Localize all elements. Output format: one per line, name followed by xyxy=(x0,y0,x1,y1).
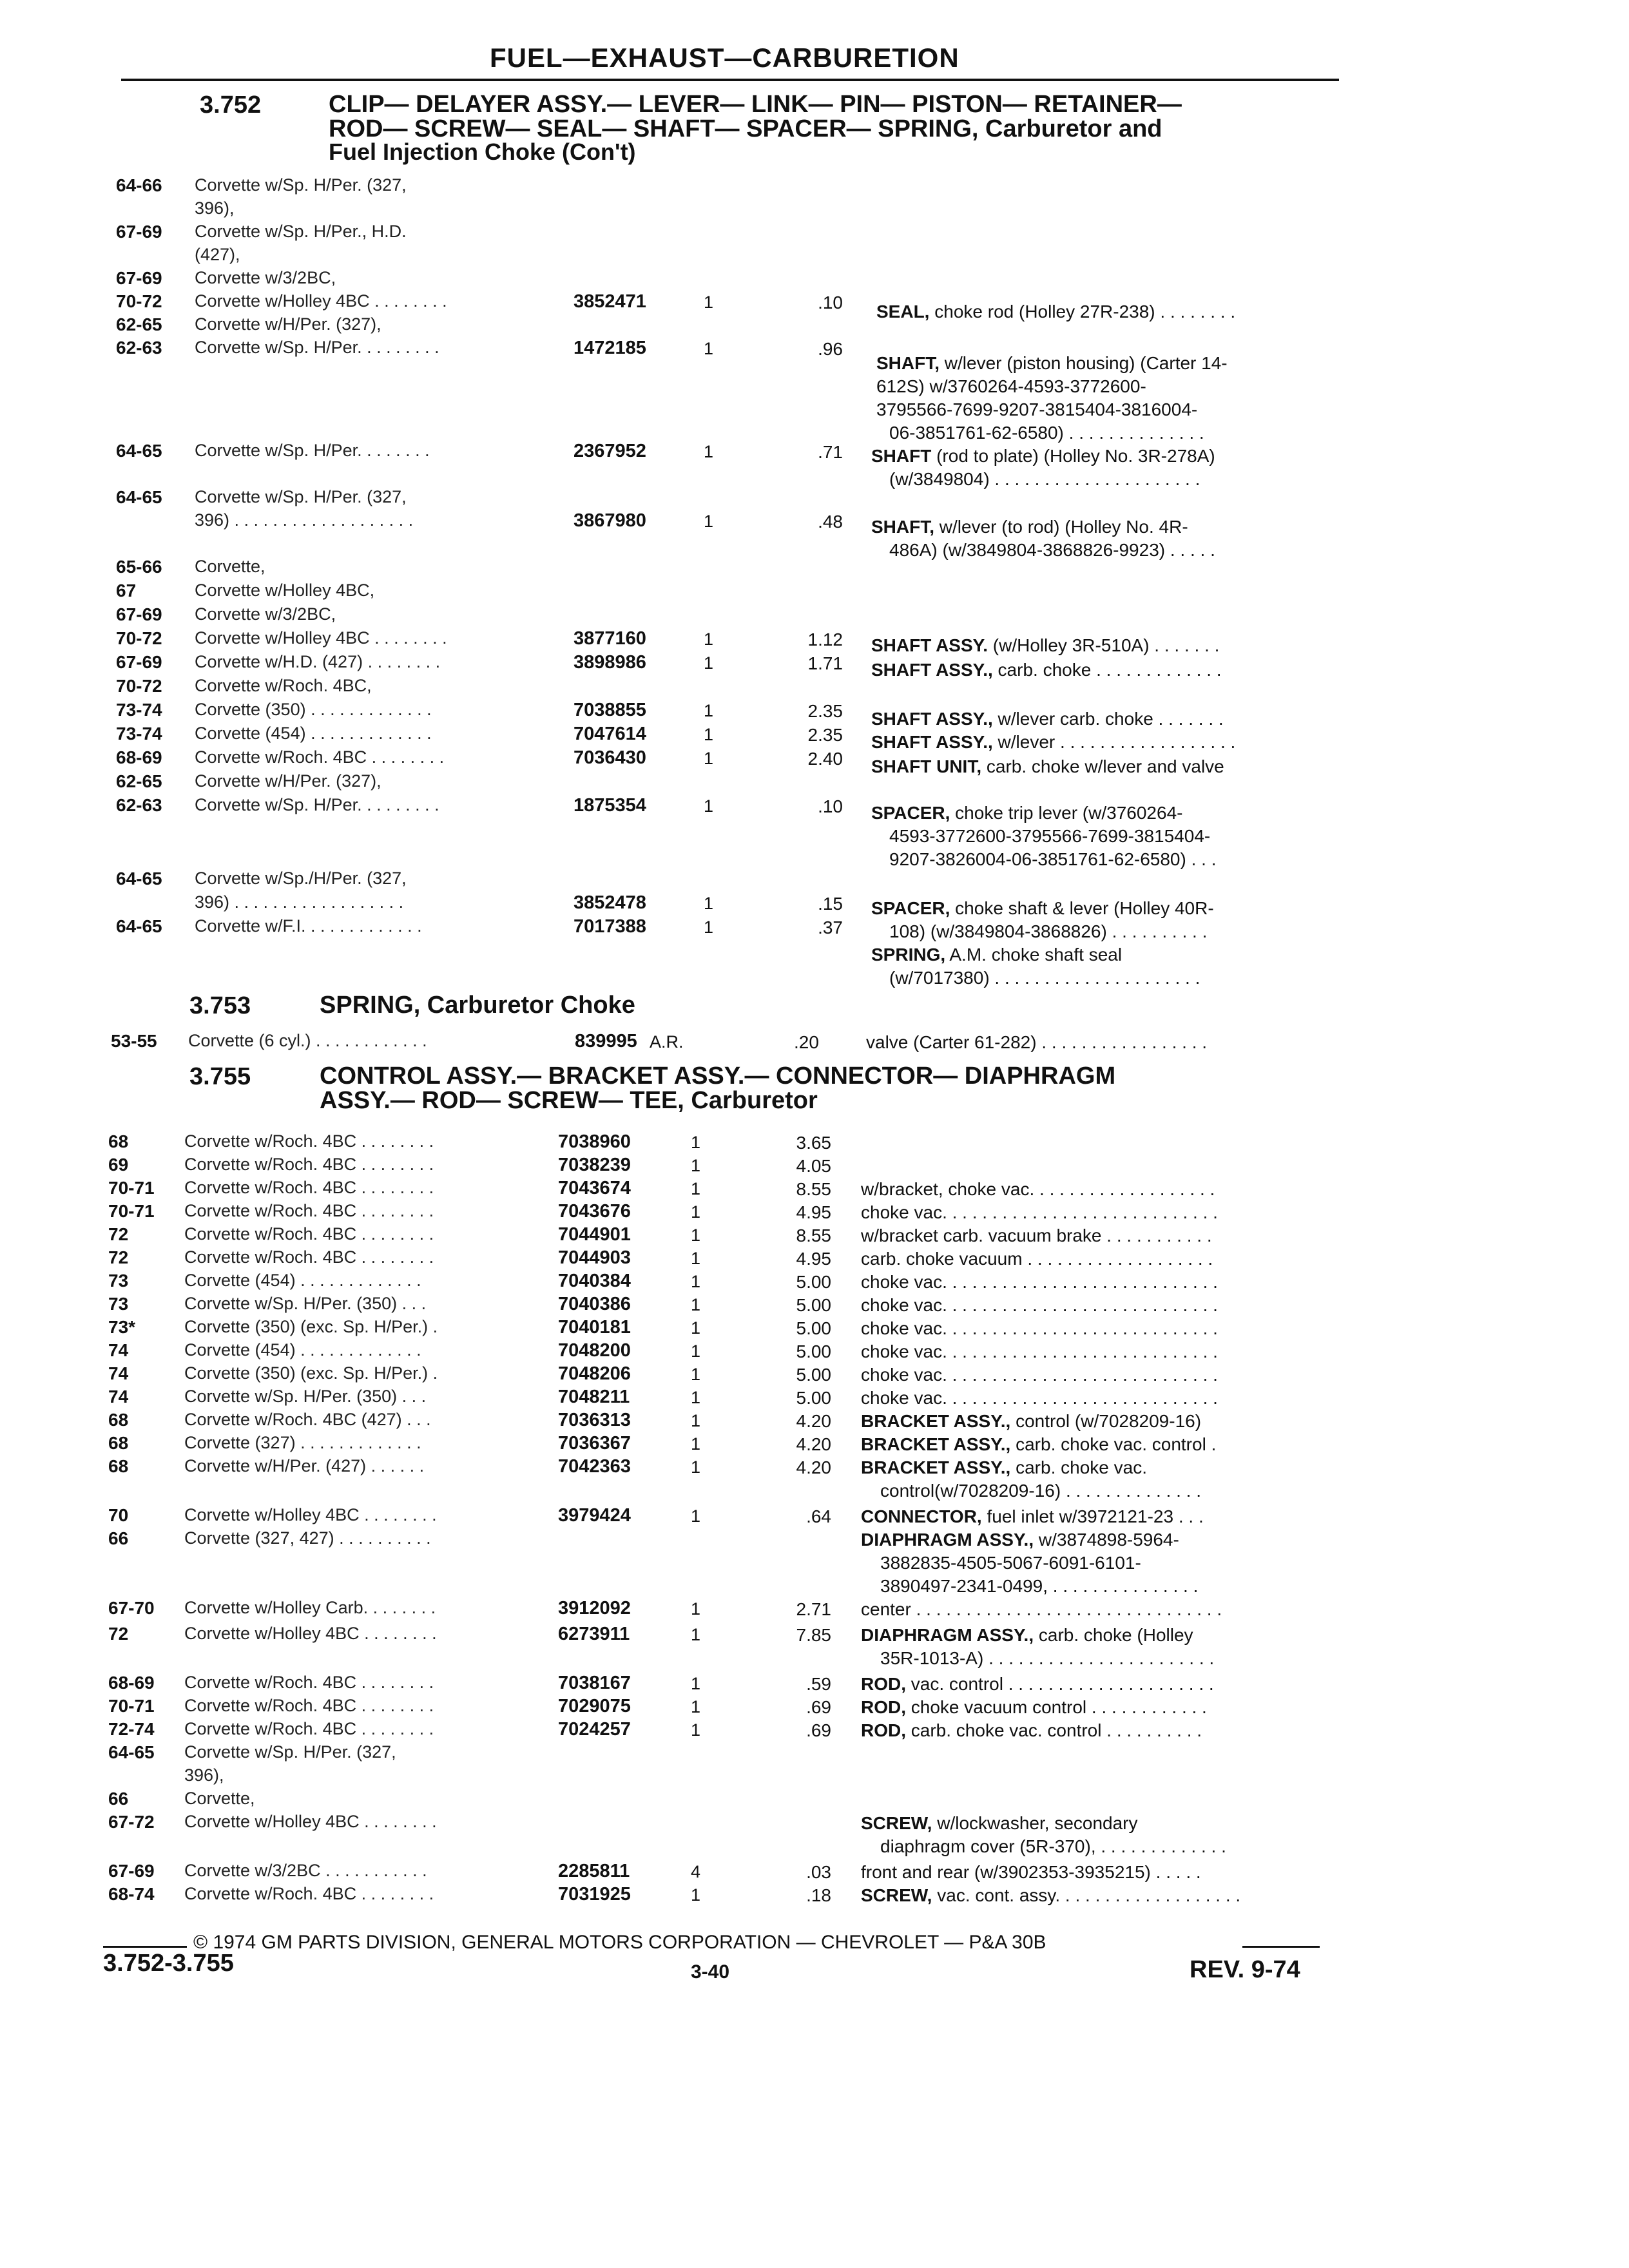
part-number: 7047614 xyxy=(574,724,646,744)
price: .20 xyxy=(794,1032,819,1052)
price: 2.40 xyxy=(807,749,843,769)
part-description: choke vac. . . . . . . . . . . . . . . . . . . . . . . . . . . . xyxy=(861,1388,1218,1408)
quantity: 1 xyxy=(691,1318,701,1338)
model-application: Corvette, xyxy=(195,557,265,576)
part-description: SHAFT, w/lever (to rod) (Holley No. 4R- xyxy=(871,517,1188,537)
section-title-3755-line2: ASSY.— ROD— SCREW— TEE, Carburetor xyxy=(320,1087,818,1114)
footer-section-ref: 3.752-3.755 xyxy=(103,1950,234,1977)
footer-rule-right xyxy=(1242,1946,1320,1948)
year-range: 66 xyxy=(108,1789,129,1809)
part-description: choke vac. . . . . . . . . . . . . . . . . . . . . . . . . . . . xyxy=(861,1272,1218,1292)
part-description: 486A) (w/3849804-3868826-9923) . . . . . xyxy=(889,540,1215,560)
section-number-3753: 3.753 xyxy=(189,992,251,1019)
quantity: 1 xyxy=(704,442,714,461)
year-range: 68 xyxy=(108,1433,129,1453)
part-description: center . . . . . . . . . . . . . . . . . . . . . . . . . . . . . . . xyxy=(861,1599,1222,1619)
year-range: 72-74 xyxy=(108,1719,155,1739)
year-range: 62-65 xyxy=(116,314,162,334)
price: 5.00 xyxy=(796,1318,831,1338)
footer-page-number: 3-40 xyxy=(691,1961,730,1983)
model-application: Corvette w/Roch. 4BC . . . . . . . . xyxy=(184,1131,434,1151)
model-application: Corvette (350) (exc. Sp. H/Per.) . xyxy=(184,1317,438,1336)
header-rule xyxy=(121,79,1339,81)
model-application: Corvette w/H/Per. (327), xyxy=(195,314,381,334)
section-title-3752-line3: Fuel Injection Choke (Con't) xyxy=(329,139,636,165)
page-header-title: FUEL—EXHAUST—CARBURETION xyxy=(490,43,959,73)
part-description: SCREW, vac. cont. assy. . . . . . . . . . . . . . . . . . . xyxy=(861,1885,1241,1905)
model-application: Corvette (350) (exc. Sp. H/Per.) . xyxy=(184,1363,438,1383)
price: .59 xyxy=(806,1674,831,1694)
part-number: 3979424 xyxy=(558,1505,631,1526)
part-number: 7043676 xyxy=(558,1201,631,1222)
quantity-ar: A.R. xyxy=(650,1032,684,1052)
price: 1.71 xyxy=(807,653,843,673)
price: .69 xyxy=(806,1720,831,1740)
part-description: ROD, choke vacuum control . . . . . . . . . . . . xyxy=(861,1697,1207,1717)
quantity: 1 xyxy=(691,1341,701,1361)
part-description: SEAL, choke rod (Holley 27R-238) . . . . . . . . xyxy=(876,302,1236,322)
model-application: Corvette w/F.I. . . . . . . . . . . . . xyxy=(195,916,422,936)
price: .10 xyxy=(818,796,843,816)
model-application: Corvette (350) . . . . . . . . . . . . . xyxy=(195,700,432,719)
year-range: 67 xyxy=(116,581,137,601)
part-description: SHAFT (rod to plate) (Holley No. 3R-278A) xyxy=(871,446,1215,466)
year-range: 70-72 xyxy=(116,291,162,311)
price: .37 xyxy=(818,918,843,937)
model-application: 396), xyxy=(184,1765,224,1785)
part-description: SPACER, choke shaft & lever (Holley 40R- xyxy=(871,898,1214,918)
year-range: 73 xyxy=(108,1294,129,1314)
footer-copyright: © 1974 GM PARTS DIVISION, GENERAL MOTORS CORPORATION — CHEVROLET — P&A 30B xyxy=(193,1932,1046,1953)
part-description: DIAPHRAGM ASSY., carb. choke (Holley xyxy=(861,1625,1193,1645)
year-range: 62-63 xyxy=(116,338,162,358)
price: 2.35 xyxy=(807,701,843,721)
part-description: choke vac. . . . . . . . . . . . . . . . . . . . . . . . . . . . xyxy=(861,1341,1218,1361)
model-application: Corvette w/3/2BC, xyxy=(195,604,336,624)
model-application: Corvette w/Roch. 4BC . . . . . . . . xyxy=(184,1247,434,1267)
section-title-3752-line2: ROD— SCREW— SEAL— SHAFT— SPACER— SPRING, Carburetor and xyxy=(329,115,1162,142)
part-description: ROD, vac. control . . . . . . . . . . . . . . . . . . . . . xyxy=(861,1674,1214,1694)
year-range: 69 xyxy=(108,1155,129,1175)
price: 5.00 xyxy=(796,1341,831,1361)
model-application: Corvette w/H/Per. (427) . . . . . . xyxy=(184,1456,425,1475)
part-number: 7031925 xyxy=(558,1884,631,1905)
year-range: 68-74 xyxy=(108,1884,155,1904)
part-number: 2285811 xyxy=(558,1861,630,1881)
year-range: 67-70 xyxy=(108,1598,155,1618)
year-range: 66 xyxy=(108,1528,129,1548)
price: 4.95 xyxy=(796,1249,831,1269)
model-application: Corvette w/Sp. H/Per. . . . . . . . . xyxy=(195,338,439,357)
model-application: Corvette (454) . . . . . . . . . . . . . xyxy=(195,724,432,743)
part-number: 3877160 xyxy=(574,628,646,649)
model-application: Corvette w/Sp./H/Per. (327, xyxy=(195,869,407,888)
part-description: SPRING, A.M. choke shaft seal xyxy=(871,945,1123,965)
year-range: 62-63 xyxy=(116,795,162,815)
year-range: 64-65 xyxy=(116,869,162,889)
part-description: SHAFT ASSY., w/lever carb. choke . . . . . . . xyxy=(871,709,1224,729)
part-number: 7043674 xyxy=(558,1178,631,1198)
part-number: 839995 xyxy=(575,1031,637,1052)
model-application: Corvette (6 cyl.) . . . . . . . . . . . . xyxy=(188,1031,427,1050)
model-application: Corvette w/Roch. 4BC . . . . . . . . xyxy=(184,1696,434,1715)
quantity: 1 xyxy=(704,339,714,358)
model-application: Corvette w/Sp. H/Per. . . . . . . . . xyxy=(195,795,439,814)
quantity: 1 xyxy=(704,796,714,816)
price: 1.12 xyxy=(807,629,843,649)
part-number: 2367952 xyxy=(574,441,646,461)
model-application: Corvette (327, 427) . . . . . . . . . . xyxy=(184,1528,431,1548)
year-range: 68 xyxy=(108,1131,129,1151)
quantity: 1 xyxy=(691,1599,701,1619)
year-range: 73-74 xyxy=(116,724,162,744)
part-description: carb. choke vacuum . . . . . . . . . . . . . . . . . . . xyxy=(861,1249,1213,1269)
footer-revision: REV. 9-74 xyxy=(1190,1956,1300,1983)
model-application: Corvette (454) . . . . . . . . . . . . . xyxy=(184,1340,421,1360)
year-range: 62-65 xyxy=(116,771,162,791)
model-application: Corvette w/3/2BC, xyxy=(195,268,336,287)
price: 4.20 xyxy=(796,1434,831,1454)
year-range: 72 xyxy=(108,1624,129,1644)
model-application: Corvette w/Roch. 4BC (427) . . . xyxy=(184,1410,431,1429)
model-application: Corvette w/Holley 4BC . . . . . . . . xyxy=(195,628,447,648)
year-range: 64-65 xyxy=(108,1742,155,1762)
year-range: 70-72 xyxy=(116,628,162,648)
quantity: 1 xyxy=(704,629,714,649)
quantity: 1 xyxy=(704,725,714,744)
price: 7.85 xyxy=(796,1625,831,1645)
quantity: 1 xyxy=(704,701,714,720)
part-description: w/bracket carb. vacuum brake . . . . . . . . . . . xyxy=(861,1225,1212,1245)
quantity: 1 xyxy=(691,1506,701,1526)
quantity: 1 xyxy=(691,1697,701,1716)
year-range: 67-72 xyxy=(108,1812,155,1832)
part-number: 7036430 xyxy=(574,747,646,768)
part-description: diaphragm cover (5R-370), . . . . . . . . . . . . . xyxy=(880,1836,1226,1856)
part-description: 35R-1013-A) . . . . . . . . . . . . . . . . . . . . . . . xyxy=(880,1648,1215,1668)
quantity: 1 xyxy=(704,512,714,531)
quantity: 1 xyxy=(691,1411,701,1430)
part-number: 6273911 xyxy=(558,1624,630,1644)
section-number-3752: 3.752 xyxy=(200,91,262,119)
year-range: 68 xyxy=(108,1410,129,1430)
section-title-3755-line1: CONTROL ASSY.— BRACKET ASSY.— CONNECTOR— DIAPHRAGM xyxy=(320,1062,1116,1090)
part-number: 7017388 xyxy=(574,916,646,937)
part-description: BRACKET ASSY., control (w/7028209-16) xyxy=(861,1411,1202,1431)
part-description: ROD, carb. choke vac. control . . . . . . . . . . xyxy=(861,1720,1202,1740)
part-number: 7044903 xyxy=(558,1247,631,1268)
price: .03 xyxy=(806,1862,831,1882)
model-application: Corvette w/Roch. 4BC . . . . . . . . xyxy=(195,747,445,767)
model-application: (427), xyxy=(195,245,240,264)
part-description: front and rear (w/3902353-3935215) . . . . . xyxy=(861,1862,1201,1882)
quantity: 1 xyxy=(691,1625,701,1644)
model-application: Corvette w/Sp. H/Per. (350) . . . xyxy=(184,1387,427,1406)
part-number: 7048200 xyxy=(558,1340,631,1361)
part-number: 7040386 xyxy=(558,1294,631,1314)
model-application: Corvette w/Roch. 4BC . . . . . . . . xyxy=(184,1673,434,1692)
price: 2.35 xyxy=(807,725,843,745)
year-range: 67-69 xyxy=(108,1861,155,1881)
model-application: Corvette w/Sp. H/Per., H.D. xyxy=(195,222,407,241)
model-application: Corvette (327) . . . . . . . . . . . . . xyxy=(184,1433,421,1452)
price: 5.00 xyxy=(796,1388,831,1408)
quantity: 1 xyxy=(691,1720,701,1740)
part-description: 9207-3826004-06-3851761-62-6580) . . . xyxy=(889,849,1217,869)
year-range: 64-66 xyxy=(116,175,162,195)
model-application: Corvette w/Holley 4BC . . . . . . . . xyxy=(184,1812,437,1831)
model-application: Corvette w/Roch. 4BC . . . . . . . . xyxy=(184,1719,434,1738)
part-description: choke vac. . . . . . . . . . . . . . . . . . . . . . . . . . . . xyxy=(861,1365,1218,1385)
year-range: 74 xyxy=(108,1387,129,1407)
year-range: 70-71 xyxy=(108,1178,155,1198)
model-application: Corvette, xyxy=(184,1789,255,1808)
part-number: 3867980 xyxy=(574,510,646,531)
year-range: 70 xyxy=(108,1505,129,1525)
quantity: 1 xyxy=(691,1434,701,1454)
year-range: 74 xyxy=(108,1340,129,1360)
quantity: 1 xyxy=(691,1225,701,1245)
part-number: 3898986 xyxy=(574,652,646,673)
part-number: 7029075 xyxy=(558,1696,631,1716)
quantity: 1 xyxy=(691,1179,701,1198)
year-range: 70-71 xyxy=(108,1201,155,1221)
part-number: 7048211 xyxy=(558,1387,630,1407)
price: 5.00 xyxy=(796,1272,831,1292)
model-application: Corvette w/Roch. 4BC . . . . . . . . xyxy=(184,1884,434,1903)
model-application: Corvette w/Holley 4BC . . . . . . . . xyxy=(184,1505,437,1524)
year-range: 72 xyxy=(108,1224,129,1244)
quantity: 1 xyxy=(691,1674,701,1693)
part-description: DIAPHRAGM ASSY., w/3874898-5964- xyxy=(861,1530,1179,1550)
part-number: 7038855 xyxy=(574,700,646,720)
price: .10 xyxy=(818,293,843,312)
part-description: 612S) w/3760264-4593-3772600- xyxy=(876,376,1146,396)
year-range: 68 xyxy=(108,1456,129,1476)
model-application: Corvette w/Roch. 4BC . . . . . . . . xyxy=(184,1155,434,1174)
part-description: w/bracket, choke vac. . . . . . . . . . . . . . . . . . . xyxy=(861,1179,1215,1199)
part-description: 4593-3772600-3795566-7699-3815404- xyxy=(889,826,1211,846)
price: 4.05 xyxy=(796,1156,831,1176)
part-description: choke vac. . . . . . . . . . . . . . . . . . . . . . . . . . . . xyxy=(861,1318,1218,1338)
model-application: Corvette w/3/2BC . . . . . . . . . . . xyxy=(184,1861,427,1880)
part-description: 3795566-7699-9207-3815404-3816004- xyxy=(876,399,1198,419)
part-description: SHAFT ASSY., carb. choke . . . . . . . . . . . . . xyxy=(871,660,1222,680)
year-range: 68-69 xyxy=(116,747,162,767)
year-range: 74 xyxy=(108,1363,129,1383)
model-application: 396) . . . . . . . . . . . . . . . . . . . xyxy=(195,510,414,530)
part-description: valve (Carter 61-282) . . . . . . . . . . . . . . . . . xyxy=(866,1032,1208,1052)
price: .48 xyxy=(818,512,843,532)
model-application: Corvette w/Holley 4BC . . . . . . . . xyxy=(195,291,447,311)
year-range: 64-65 xyxy=(116,441,162,461)
model-application: Corvette w/Holley Carb. . . . . . . . xyxy=(184,1598,436,1617)
part-description: SHAFT UNIT, carb. choke w/lever and valve xyxy=(871,756,1224,776)
price: 2.71 xyxy=(796,1599,831,1619)
section-title-3752-line1: CLIP— DELAYER ASSY.— LEVER— LINK— PIN— PISTON— RETAINER— xyxy=(329,91,1182,118)
model-application: Corvette w/Roch. 4BC, xyxy=(195,676,372,695)
part-description: BRACKET ASSY., carb. choke vac. xyxy=(861,1457,1147,1477)
year-range: 73* xyxy=(108,1317,136,1337)
quantity: 1 xyxy=(691,1156,701,1175)
year-range: 72 xyxy=(108,1247,129,1267)
model-application: Corvette w/Sp. H/Per. (350) . . . xyxy=(184,1294,427,1313)
model-application: Corvette w/H/Per. (327), xyxy=(195,771,381,791)
quantity: 4 xyxy=(691,1862,701,1881)
part-number: 3912092 xyxy=(558,1598,631,1619)
model-application: Corvette (454) . . . . . . . . . . . . . xyxy=(184,1271,421,1290)
part-number: 7048206 xyxy=(558,1363,631,1384)
part-description: SPACER, choke trip lever (w/3760264- xyxy=(871,803,1183,823)
model-application: Corvette w/Roch. 4BC . . . . . . . . xyxy=(184,1178,434,1197)
part-description: control(w/7028209-16) . . . . . . . . . . . . . . xyxy=(880,1481,1201,1501)
price: .96 xyxy=(818,339,843,359)
year-range: 67-69 xyxy=(116,222,162,242)
part-description: 06-3851761-62-6580) . . . . . . . . . . . . . . xyxy=(889,423,1204,443)
part-number: 3852478 xyxy=(574,892,646,913)
part-number: 7036313 xyxy=(558,1410,631,1430)
part-description: 3890497-2341-0499, . . . . . . . . . . . . . . . xyxy=(880,1576,1199,1596)
part-description: 3882835-4505-5067-6091-6101- xyxy=(880,1553,1141,1573)
quantity: 1 xyxy=(691,1457,701,1477)
quantity: 1 xyxy=(704,749,714,768)
model-application: Corvette w/Holley 4BC, xyxy=(195,581,375,600)
part-number: 3852471 xyxy=(574,291,646,312)
section-number-3755: 3.755 xyxy=(189,1063,251,1090)
price: 4.95 xyxy=(796,1202,831,1222)
part-number: 7038960 xyxy=(558,1131,631,1152)
part-description: 108) (w/3849804-3868826) . . . . . . . . . . xyxy=(889,921,1208,941)
part-description: (w/3849804) . . . . . . . . . . . . . . . . . . . . . xyxy=(889,469,1200,489)
quantity: 1 xyxy=(691,1388,701,1407)
model-application: Corvette w/Sp. H/Per. (327, xyxy=(195,175,407,195)
quantity: 1 xyxy=(704,653,714,673)
model-application: Corvette w/Roch. 4BC . . . . . . . . xyxy=(184,1201,434,1220)
part-description: SHAFT ASSY., w/lever . . . . . . . . . . . . . . . . . . xyxy=(871,732,1236,752)
part-description: choke vac. . . . . . . . . . . . . . . . . . . . . . . . . . . . xyxy=(861,1295,1218,1315)
price: 4.20 xyxy=(796,1457,831,1477)
part-number: 1472185 xyxy=(574,338,646,358)
year-range: 64-65 xyxy=(116,487,162,507)
price: .69 xyxy=(806,1697,831,1717)
model-application: Corvette w/Sp. H/Per. (327, xyxy=(184,1742,396,1762)
price: 5.00 xyxy=(796,1365,831,1385)
price: .18 xyxy=(806,1885,831,1905)
model-application: 396) . . . . . . . . . . . . . . . . . . xyxy=(195,892,404,912)
price: 3.65 xyxy=(796,1133,831,1153)
model-application: Corvette w/Sp. H/Per. (327, xyxy=(195,487,407,506)
part-description: SHAFT ASSY. (w/Holley 3R-510A) . . . . . . . xyxy=(871,635,1220,655)
part-description: choke vac. . . . . . . . . . . . . . . . . . . . . . . . . . . . xyxy=(861,1202,1218,1222)
quantity: 1 xyxy=(691,1295,701,1314)
year-range: 64-65 xyxy=(116,916,162,936)
part-description: CONNECTOR, fuel inlet w/3972121-23 . . . xyxy=(861,1506,1204,1526)
model-application: Corvette w/Sp. H/Per. . . . . . . . xyxy=(195,441,430,460)
price: .64 xyxy=(806,1506,831,1526)
year-range: 68-69 xyxy=(108,1673,155,1693)
part-description: SHAFT, w/lever (piston housing) (Carter 14- xyxy=(876,353,1228,373)
price: 8.55 xyxy=(796,1225,831,1245)
quantity: 1 xyxy=(691,1202,701,1222)
year-range: 73 xyxy=(108,1271,129,1291)
price: .15 xyxy=(818,894,843,914)
year-range: 70-72 xyxy=(116,676,162,696)
section-title-3753: SPRING, Carburetor Choke xyxy=(320,992,635,1019)
part-description: BRACKET ASSY., carb. choke vac. control . xyxy=(861,1434,1217,1454)
year-range: 67-69 xyxy=(116,604,162,624)
year-range: 67-69 xyxy=(116,268,162,288)
model-application: Corvette w/H.D. (427) . . . . . . . . xyxy=(195,652,441,671)
price: 4.20 xyxy=(796,1411,831,1431)
part-number: 7040181 xyxy=(558,1317,631,1338)
quantity: 1 xyxy=(704,894,714,913)
quantity: 1 xyxy=(691,1272,701,1291)
quantity: 1 xyxy=(691,1249,701,1268)
part-number: 7036367 xyxy=(558,1433,631,1454)
model-application: Corvette w/Roch. 4BC . . . . . . . . xyxy=(184,1224,434,1244)
price: 8.55 xyxy=(796,1179,831,1199)
part-description: SCREW, w/lockwasher, secondary xyxy=(861,1813,1138,1833)
model-application: 396), xyxy=(195,198,235,218)
part-number: 7040384 xyxy=(558,1271,631,1291)
year-range: 73-74 xyxy=(116,700,162,720)
year-range: 70-71 xyxy=(108,1696,155,1716)
price: .71 xyxy=(818,442,843,462)
part-number: 7038239 xyxy=(558,1155,631,1175)
model-application: Corvette w/Holley 4BC . . . . . . . . xyxy=(184,1624,437,1643)
quantity: 1 xyxy=(691,1885,701,1905)
part-number: 7024257 xyxy=(558,1719,631,1740)
quantity: 1 xyxy=(691,1365,701,1384)
part-number: 1875354 xyxy=(574,795,646,816)
year-range: 67-69 xyxy=(116,652,162,672)
year-range: 53-55 xyxy=(111,1031,157,1051)
part-description: (w/7017380) . . . . . . . . . . . . . . . . . . . . . xyxy=(889,968,1200,988)
part-number: 7044901 xyxy=(558,1224,631,1245)
quantity: 1 xyxy=(704,918,714,937)
part-number: 7042363 xyxy=(558,1456,631,1477)
price: 5.00 xyxy=(796,1295,831,1315)
footer-rule-left xyxy=(103,1946,187,1948)
year-range: 65-66 xyxy=(116,557,162,577)
part-number: 7038167 xyxy=(558,1673,631,1693)
quantity: 1 xyxy=(691,1133,701,1152)
quantity: 1 xyxy=(704,293,714,312)
